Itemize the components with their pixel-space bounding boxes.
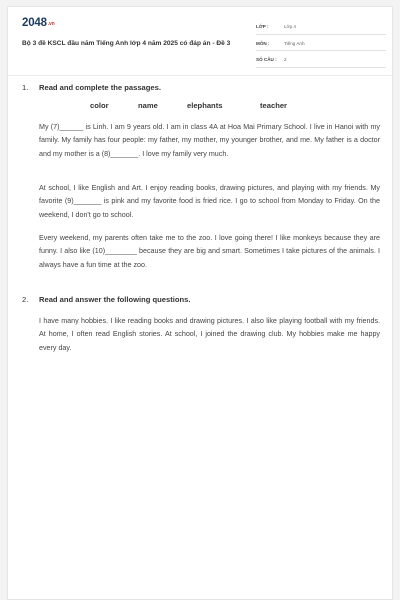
meta-subject-value: Tiếng Anh	[284, 40, 305, 46]
logo-domain: .vn	[47, 21, 55, 27]
meta-subject-label: MÔN :	[256, 40, 270, 46]
word-bank-item: color	[90, 101, 109, 110]
meta-grade-label: LỚP :	[256, 24, 269, 30]
word-bank-item: teacher	[260, 101, 288, 110]
meta-grade-row	[256, 20, 386, 35]
question-1-number: 1.	[22, 83, 29, 92]
document-header	[8, 7, 392, 73]
document-meta	[256, 20, 386, 70]
passage-paragraph: Every weekend, my parents often take me to the zoo. I love going there! I like monkeys because they are funny. I also like (10)________ because they are big and smart. Sometimes I take pictures of the animals. I always have a fun time at the zoo.	[39, 234, 380, 269]
question-2-title: Read and answer the following questions.	[39, 295, 191, 304]
meta-grade-value: Lớp 4	[284, 24, 296, 30]
passage-paragraph: At school, I like English and Art. I enjoy reading books, drawing pictures, and playing with my friends. My favorite (9)_______ is pink and my favorite food is fried rice. I go to school from Monday to Friday. On the weekend, I don't go to school.	[39, 184, 380, 219]
passage-paragraph: My (7)______ is Linh. I am 9 years old. I am in class 4A at Hoa Mai Primary School. I live in Hanoi with my family. My family has four people: my father, my mother, my younger brother, and me. My father is a doctor and my mother is a (8)_______. I love my family very much.	[39, 123, 380, 158]
word-bank-item: elephants	[187, 101, 223, 110]
reading-paragraph: I have many hobbies. I like reading books and drawing pictures. I also like playing football with my friends. At home, I often read English stories. At school, I joined the drawing club. My hobbies make me happy every day.	[39, 317, 380, 352]
question-2-number: 2.	[22, 295, 29, 304]
document-title: Bộ 3 đề KSCL đầu năm Tiếng Anh lớp 4 năm 2025 có đáp án - Đề 3	[22, 40, 231, 47]
header-divider	[8, 75, 392, 76]
logo-text: 2048	[22, 17, 47, 29]
meta-subject-row	[256, 37, 386, 52]
meta-question-count-label: SỐ CÂU :	[256, 57, 277, 63]
worksheet-page	[7, 6, 393, 600]
meta-question-count-row	[256, 53, 386, 68]
meta-question-count-value: 2	[284, 57, 287, 63]
word-bank-item: name	[138, 101, 158, 110]
site-logo[interactable]	[22, 17, 54, 29]
question-1-title: Read and complete the passages.	[39, 83, 161, 92]
